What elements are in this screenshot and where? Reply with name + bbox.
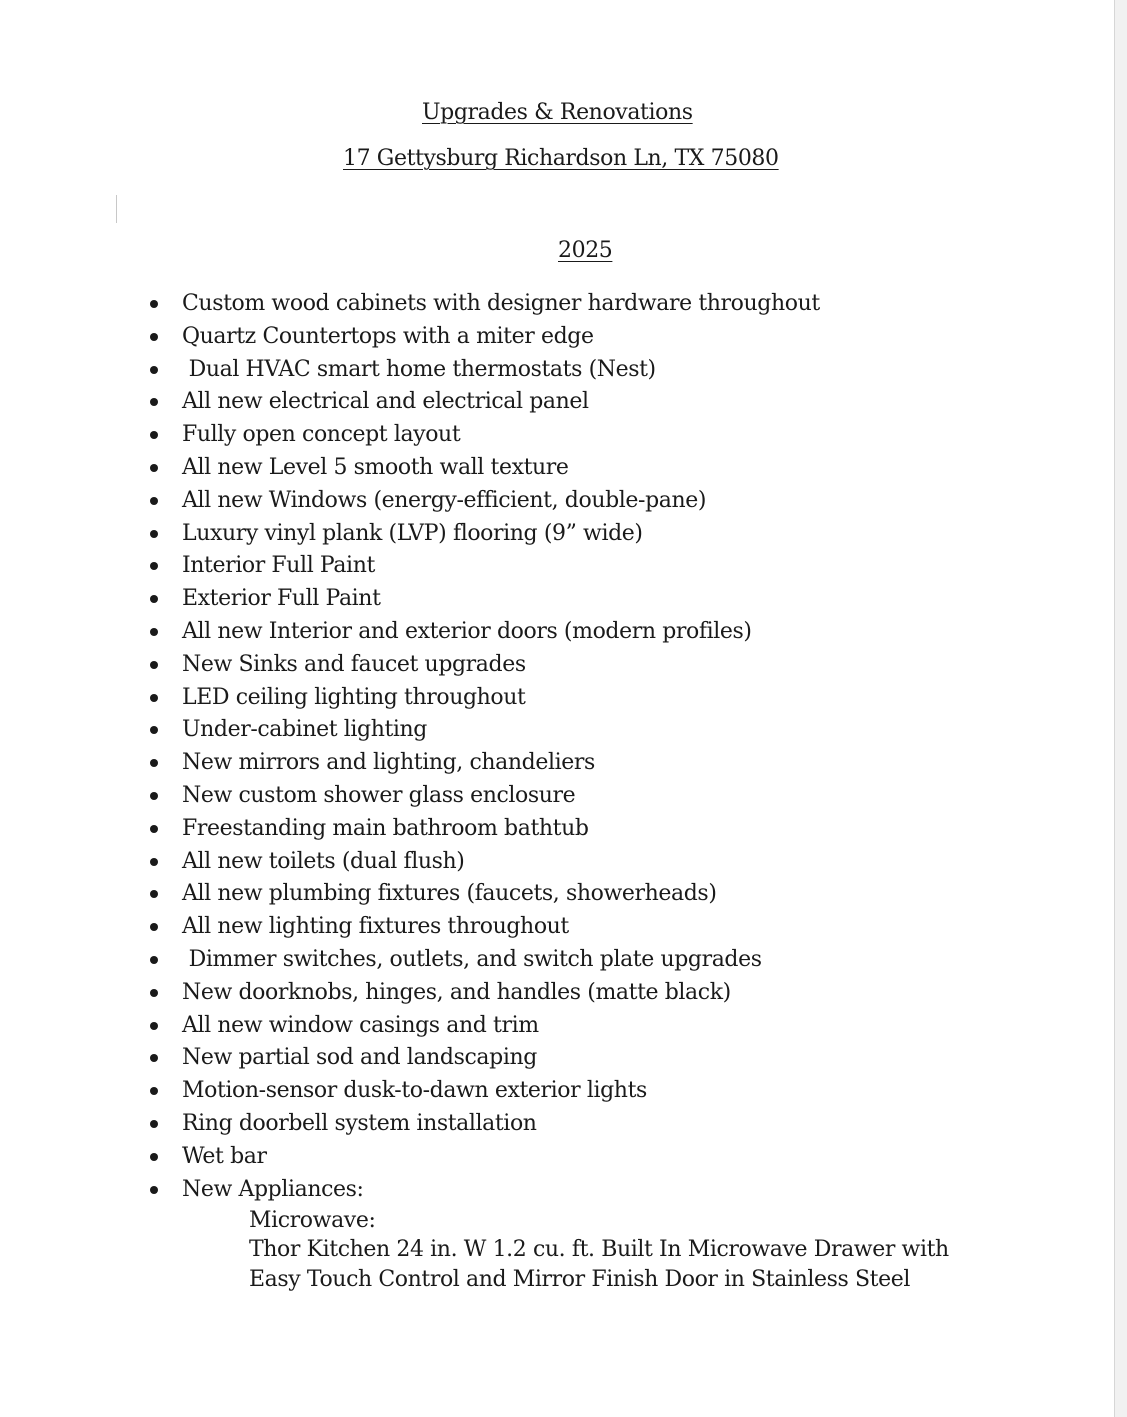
list-item-text: Dual HVAC smart home thermostats (Nest) [182, 356, 656, 382]
bullet-icon [150, 923, 158, 931]
bullet-icon [150, 759, 158, 767]
bullet-icon [150, 431, 158, 439]
list-item-text: Interior Full Paint [182, 553, 375, 579]
list-item-text: Under-cabinet lighting [182, 717, 427, 743]
list-item-text: All new window casings and trim [182, 1012, 539, 1038]
bullet-icon [150, 858, 158, 866]
bullet-icon [150, 366, 158, 374]
list-item-text: Exterior Full Paint [182, 586, 381, 612]
renovation-year: 2025 [558, 238, 613, 263]
list-item-text: Wet bar [182, 1143, 267, 1169]
bullet-icon [150, 595, 158, 603]
bullet-icon [150, 792, 158, 800]
list-item-text: New Appliances: [182, 1176, 364, 1202]
list-item-text: Dimmer switches, outlets, and switch plate upgrades [182, 946, 762, 972]
list-item-text: Motion-sensor dusk-to-dawn exterior lights [182, 1078, 647, 1104]
list-item-text: Ring doorbell system installation [182, 1110, 537, 1136]
microwave-description-line-1: Thor Kitchen 24 in. W 1.2 cu. ft. Built In Microwave Drawer with [249, 1237, 949, 1262]
list-item-text: New Sinks and faucet upgrades [182, 651, 526, 677]
list-item-text: All new toilets (dual flush) [182, 848, 465, 874]
bullet-icon [150, 890, 158, 898]
bullet-icon [150, 562, 158, 570]
bullet-icon [150, 726, 158, 734]
list-item-text: LED ceiling lighting throughout [182, 684, 526, 710]
bullet-icon [150, 956, 158, 964]
document-title: Upgrades & Renovations [422, 100, 693, 125]
bullet-icon [150, 1120, 158, 1128]
list-item-text: New partial sod and landscaping [182, 1045, 537, 1071]
bullet-icon [150, 825, 158, 833]
list-item-text: Custom wood cabinets with designer hardware throughout [182, 291, 820, 316]
microwave-label: Microwave: [249, 1208, 376, 1233]
list-item-text: Luxury vinyl plank (LVP) flooring (9” wide) [182, 520, 643, 546]
bullet-icon [150, 1153, 158, 1161]
bullet-icon [150, 300, 158, 308]
list-item-text: New doorknobs, hinges, and handles (matte black) [182, 979, 731, 1005]
page-edge [1114, 0, 1127, 1417]
bullet-icon [150, 530, 158, 538]
bullet-icon [150, 497, 158, 505]
bullet-icon [150, 333, 158, 341]
microwave-description-line-2: Easy Touch Control and Mirror Finish Door in Stainless Steel [249, 1267, 910, 1292]
list-item-text: All new plumbing fixtures (faucets, showerheads) [182, 881, 717, 907]
list-item-text: Quartz Countertops with a miter edge [182, 323, 594, 349]
bullet-icon [150, 1022, 158, 1030]
bullet-icon [150, 1186, 158, 1194]
bullet-icon [150, 694, 158, 702]
text-cursor [116, 195, 117, 223]
list-item-text: New custom shower glass enclosure [182, 782, 576, 808]
list-item-text: New mirrors and lighting, chandeliers [182, 750, 595, 776]
property-address: 17 Gettysburg Richardson Ln, TX 75080 [343, 146, 779, 171]
bullet-icon [150, 1087, 158, 1095]
list-item-text: All new lighting fixtures throughout [182, 914, 569, 940]
bullet-icon [150, 464, 158, 472]
list-item-text: Freestanding main bathroom bathtub [182, 815, 589, 841]
list-item-text: All new electrical and electrical panel [182, 389, 589, 415]
bullet-icon [150, 661, 158, 669]
bullet-icon [150, 989, 158, 997]
list-item-text: All new Windows (energy-efficient, double-pane) [182, 487, 707, 513]
list-item-text: All new Level 5 smooth wall texture [182, 454, 569, 480]
bullet-icon [150, 628, 158, 636]
list-item-text: All new Interior and exterior doors (modern profiles) [182, 618, 752, 644]
bullet-icon [150, 398, 158, 406]
bullet-icon [150, 1054, 158, 1062]
list-item-text: Fully open concept layout [182, 422, 461, 448]
